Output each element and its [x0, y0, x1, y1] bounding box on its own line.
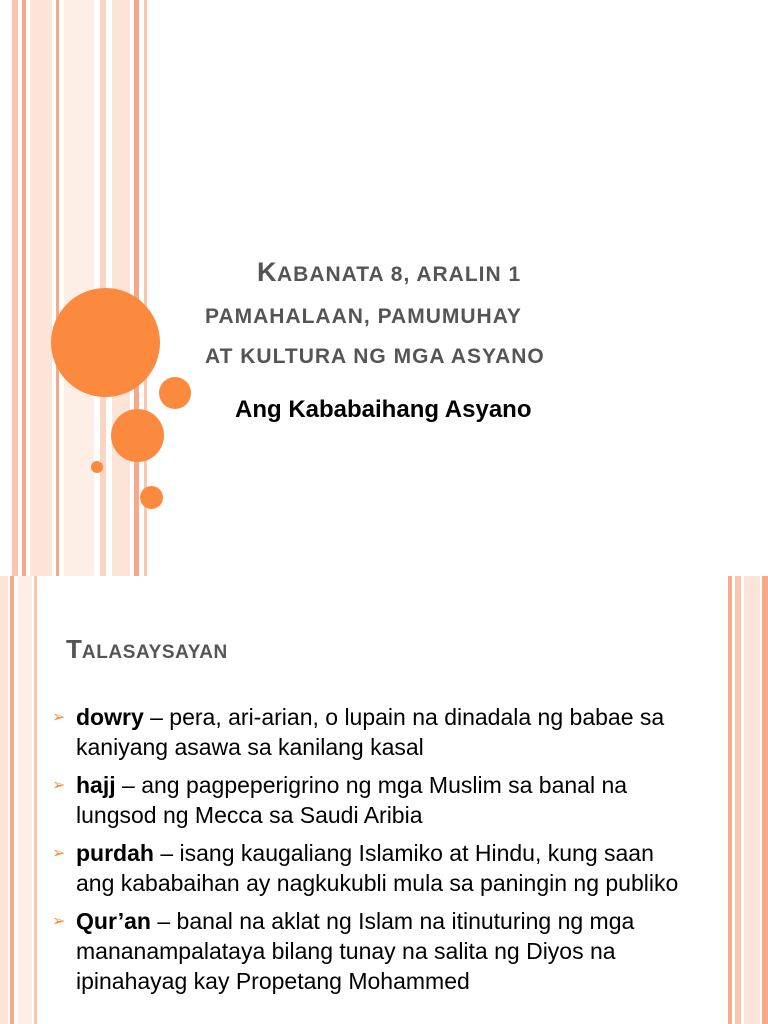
title-line-2: PAMAHALAAN, PAMUMUHAY — [205, 305, 522, 328]
stripe — [744, 576, 760, 1024]
title-line-1: KABANATA 8, ARALIN 1 — [257, 257, 522, 287]
stripe — [134, 0, 139, 576]
arrow-bullet-icon: ➢ — [52, 845, 66, 862]
arrow-bullet-icon: ➢ — [52, 913, 66, 930]
small-circle-decoration — [159, 377, 191, 409]
glossary-list — [52, 702, 692, 1004]
slide-subtitle: Ang Kababaihang Asyano — [235, 396, 532, 423]
stripe — [12, 0, 18, 576]
content-slide — [0, 576, 768, 1024]
stripe — [30, 0, 52, 576]
stripe — [22, 0, 26, 576]
stripe — [735, 576, 741, 1024]
small-circle-decoration — [140, 486, 163, 509]
large-circle-decoration — [51, 288, 160, 397]
stripe — [762, 576, 768, 1024]
slide-title — [205, 252, 725, 377]
stripe — [10, 576, 14, 1024]
arrow-bullet-icon: ➢ — [52, 709, 66, 726]
list-item: ➢ hajj – ang pagpeperigrino ng mga Muslim sa banal na lungsod ng Mecca sa Saudi Aribia — [52, 772, 628, 828]
list-item: ➢ purdah – isang kaugaliang Islamiko at Hindu, kung saan ang kababaihan ay nagkukubli mula sa paningin ng publiko — [52, 840, 679, 896]
decorative-stripes — [0, 0, 150, 576]
title-line-3: AT KULTURA NG MGA ASYANO — [205, 345, 545, 368]
stripe — [64, 0, 94, 576]
stripe — [56, 0, 59, 576]
stripe — [18, 576, 32, 1024]
medium-circle-decoration — [111, 409, 164, 462]
stripe — [34, 576, 37, 1024]
list-item: ➢ dowry – pera, ari-arian, o lupain na dinadala ng babae sa kaniyang asawa sa kanilang kasal — [52, 704, 665, 760]
dot-decoration — [91, 461, 103, 473]
list-item: ➢ Qur’an – banal na aklat ng Islam na itinuturing ng mga mananampalataya bilang tunay na salita ng Diyos na ipinahayag kay Propetang Mohammed — [52, 908, 635, 994]
arrow-bullet-icon: ➢ — [52, 777, 66, 794]
stripe — [728, 576, 732, 1024]
stripe — [0, 576, 8, 1024]
section-heading: TALASAYSAYAN — [66, 634, 228, 664]
